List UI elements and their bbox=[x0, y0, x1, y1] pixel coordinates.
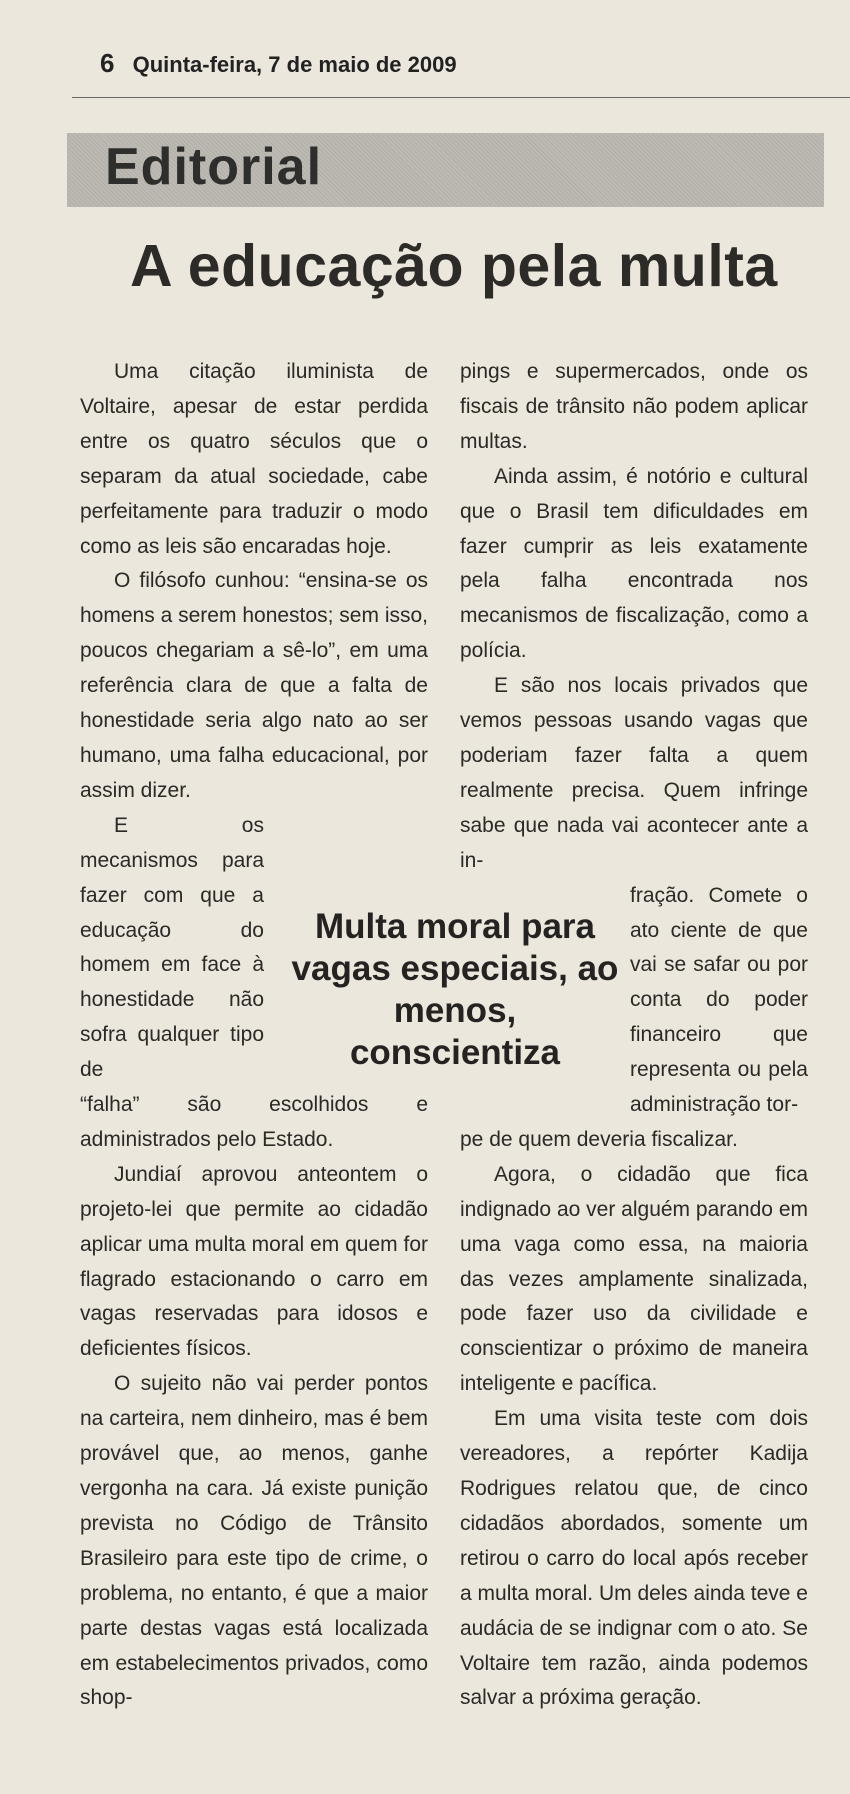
paragraph: pings e supermercados, onde os fiscais de trânsito não podem aplicar multas. bbox=[460, 360, 808, 453]
paragraph: E são nos locais privados que vemos pessoas usando vagas que poderiam fazer falta a quem realmente precisa. Quem infringe sabe que nada vai acontecer ante a in- bbox=[460, 674, 808, 872]
paragraph: E os mecanismos para fazer com que a educação do homem em face à honestidade não sofra qualquer tipo de bbox=[80, 813, 264, 1082]
paragraph: Agora, o cidadão que fica indignado ao ver alguém parando em uma vaga como essa, na maioria das vezes amplamente sinalizada, pode fazer uso da civilidade e conscientizar o próximo de maneira inteligente e pacífica. bbox=[460, 1162, 808, 1396]
page-date: Quinta-feira, 7 de maio de 2009 bbox=[132, 52, 457, 77]
paragraph: fração. Comete o ato ciente de que vai se safar ou por conta do poder financeiro que representa ou pela administração tor- bbox=[630, 883, 808, 1117]
paragraph: pe de quem deveria fiscalizar. bbox=[460, 1127, 738, 1151]
article-headline: A educação pela multa bbox=[130, 233, 778, 299]
paragraph: Jundiaí aprovou anteontem o projeto-lei que permite ao cidadão aplicar uma multa moral em quem for flagrado estacionando o carro em vagas reservadas para idosos e deficientes físicos. bbox=[80, 1162, 428, 1361]
paragraph: “falha” são escolhidos e administrados pelo Estado. bbox=[80, 1093, 428, 1151]
page-number: 6 bbox=[100, 48, 115, 78]
pull-quote-line: Multa moral para bbox=[314, 907, 596, 946]
paragraph: O filósofo cunhou: “ensina-se os homens a serem honestos; sem isso, poucos chegariam a sê-lo”, em uma referência clara de que a falta de honestidade seria algo nato ao ser humano, uma falha educacional, por assim dizer. bbox=[80, 569, 428, 802]
pull-quote-line: vagas especiais, ao bbox=[291, 949, 619, 988]
pull-quote bbox=[290, 906, 620, 1074]
paragraph: Ainda assim, é notório e cultural que o Brasil tem dificuldades em fazer cumprir as leis exatamente pela falha encontrada nos mecanismos de fiscalização, como a polícia. bbox=[460, 464, 808, 663]
page-header bbox=[100, 48, 457, 79]
paragraph: Uma citação iluminista de Voltaire, apesar de estar perdida entre os quatro séculos que o separam da atual sociedade, cabe perfeitamente para traduzir o modo como as leis são encaradas hoje. bbox=[80, 360, 428, 558]
section-label: Editorial bbox=[105, 138, 323, 196]
header-rule bbox=[72, 97, 850, 98]
paragraph: O sujeito não vai perder pontos na carteira, nem dinheiro, mas é bem provável que, ao menos, ganhe vergonha na cara. Já existe punição prevista no Código de Trânsito Brasileiro para este tipo de crime, o problema, no entanto, é que a maior parte destas vagas está localizada em estabelecimentos privados, como shop- bbox=[80, 1372, 428, 1710]
paragraph: Em uma visita teste com dois vereadores, a repórter Kadija Rodrigues relatou que, de cinco cidadãos abordados, somente um retirou o carro do local após receber a multa moral. Um deles ainda teve e audácia de se indignar com o ato. Se Voltaire tem razão, ainda podemos salvar a próxima geração. bbox=[460, 1407, 808, 1710]
pull-quote-line: menos, conscientiza bbox=[349, 991, 561, 1072]
